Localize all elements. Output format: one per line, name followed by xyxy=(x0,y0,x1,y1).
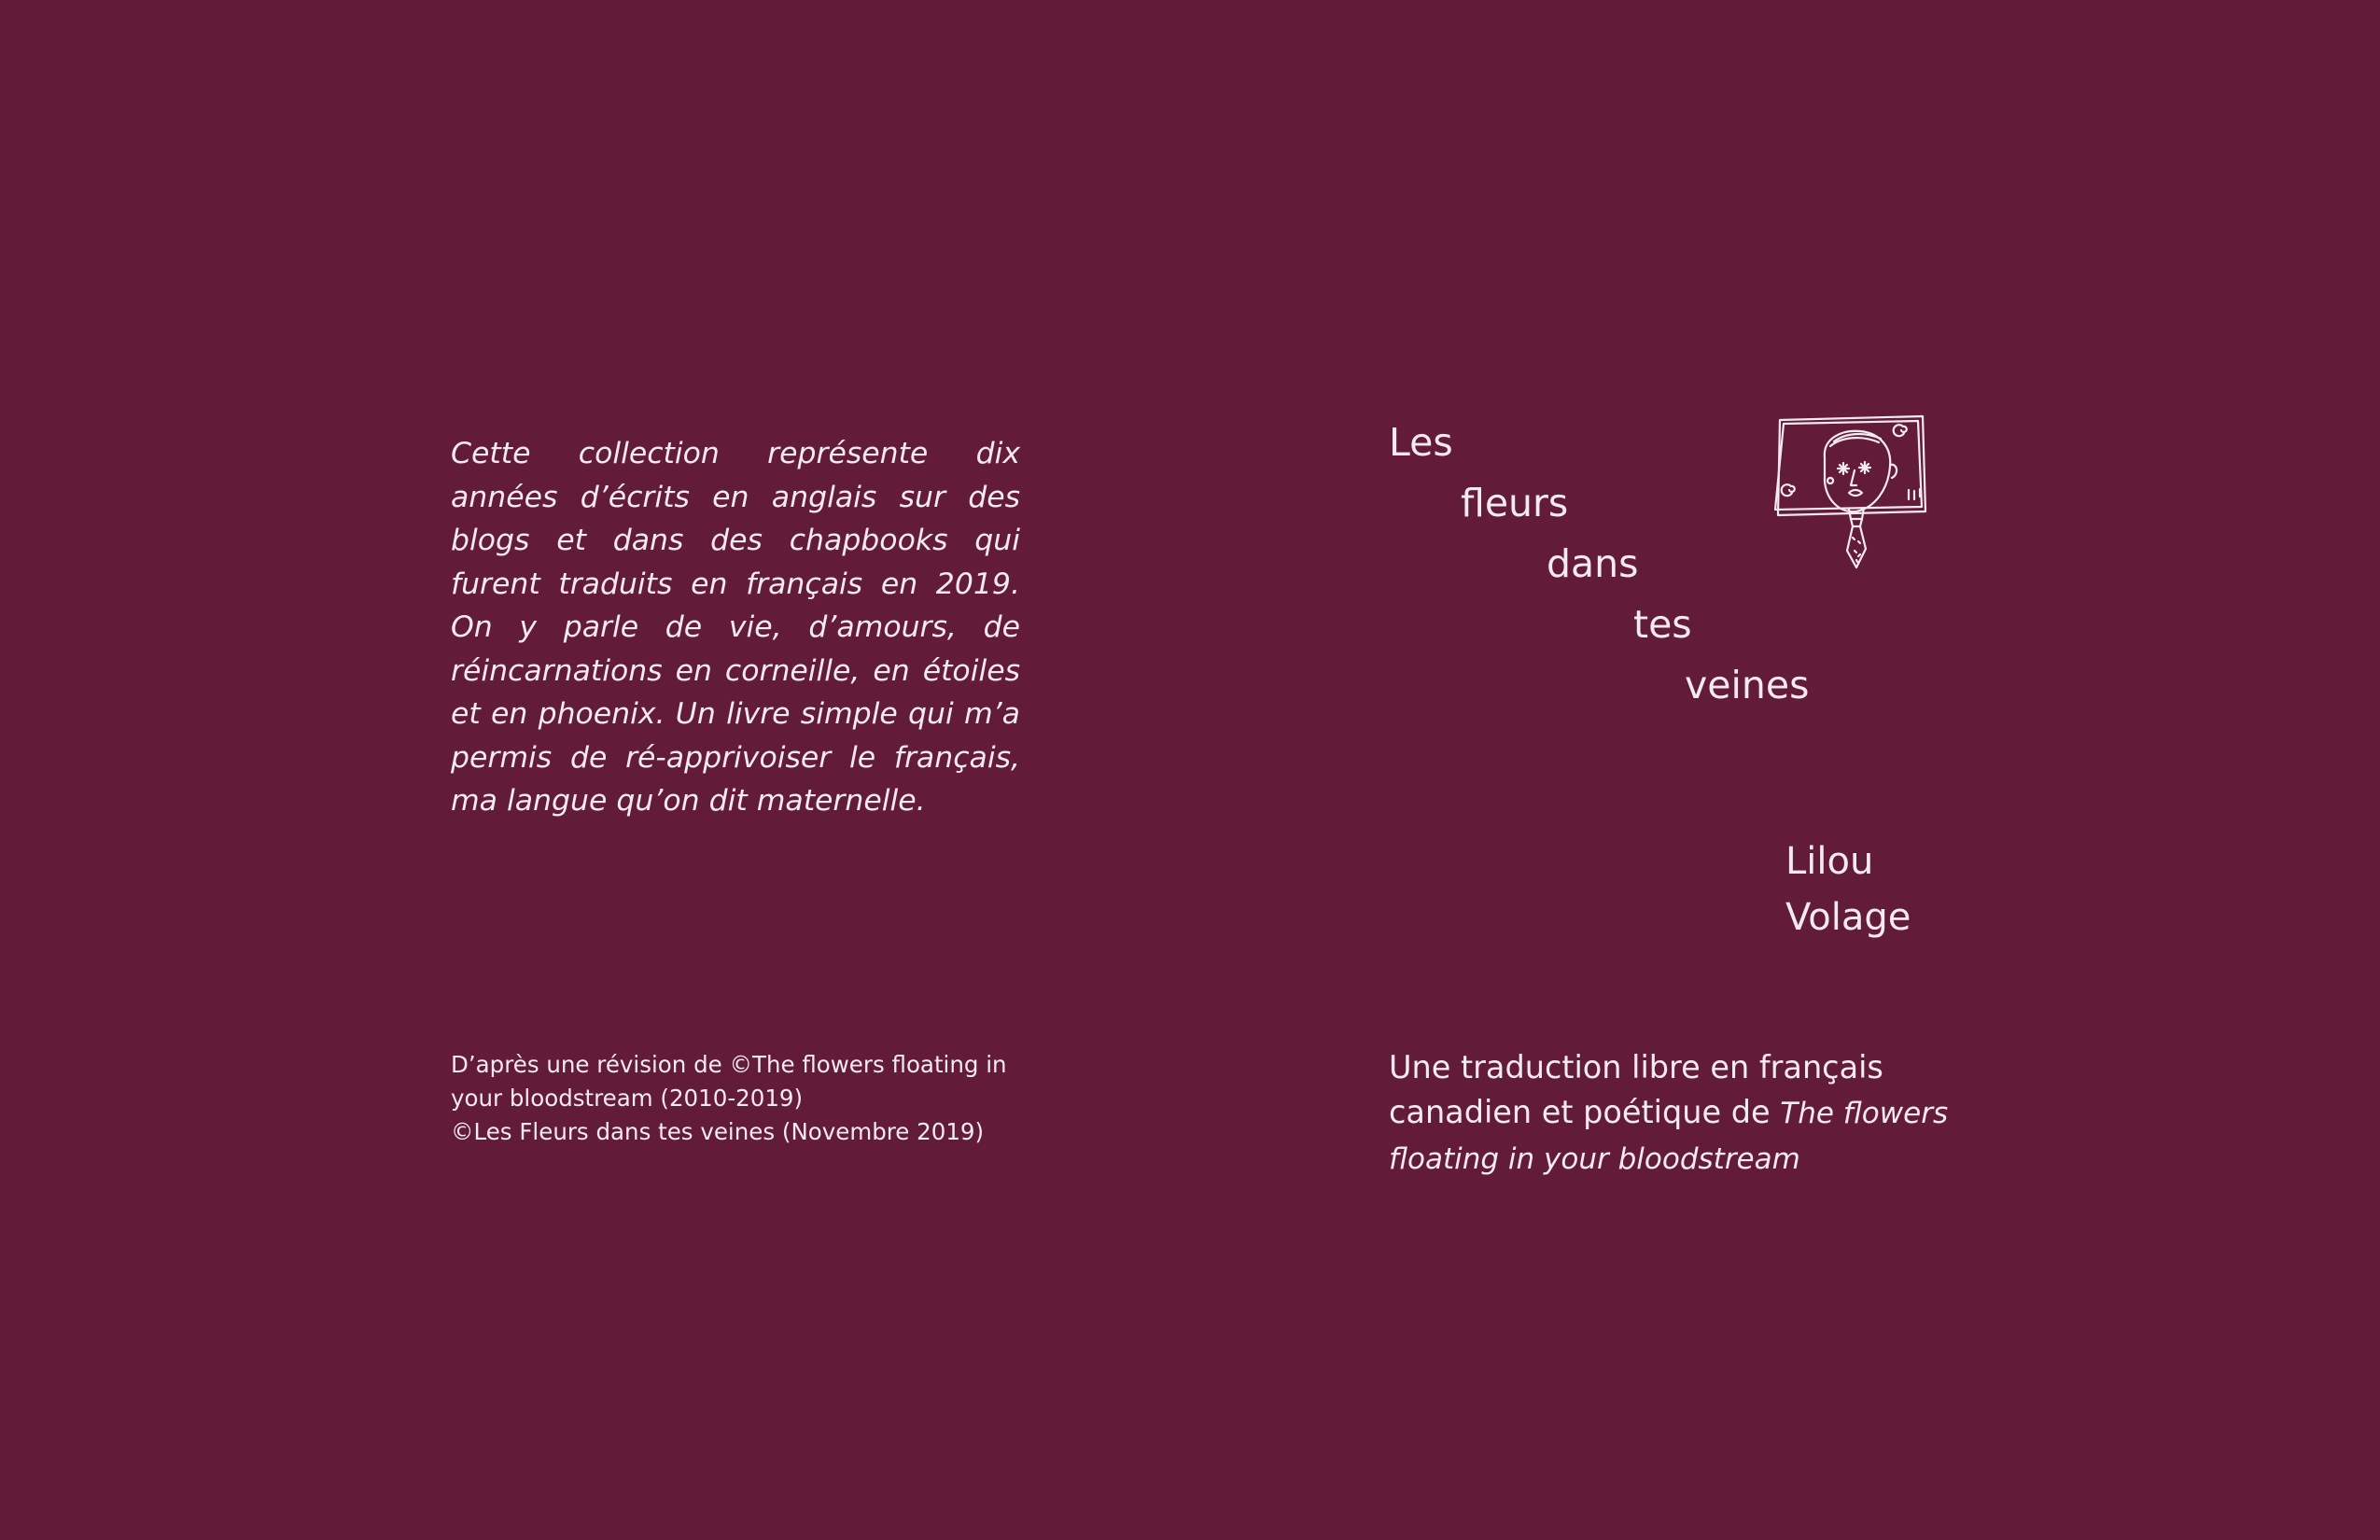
author-last-name: Volage xyxy=(1785,896,1911,939)
title-word: veines xyxy=(1685,663,1810,707)
subtitle-italic-title: floating in your bloodstream xyxy=(1389,1142,1800,1176)
copyright-line: ©Les Fleurs dans tes veines (Novembre 2019) xyxy=(451,1118,985,1145)
title-word: dans xyxy=(1547,541,1639,586)
subtitle xyxy=(1389,1045,1949,1182)
author-first-name: Lilou xyxy=(1785,840,1874,883)
back-cover-blurb: Cette collection représente dix années d’écrits en anglais sur des blogs et dans des chapbooks qui furent traduits en français en 2019. On y parle de vie, d’amours, de réincarnations en corneille, en étoiles et en phoenix. Un livre simple qui m’a permis de ré-apprivoiser le français, ma langue qu’on dit maternelle. xyxy=(451,437,1020,818)
title-word: Les xyxy=(1389,420,1453,465)
title-word: tes xyxy=(1633,602,1692,647)
copyright-line: D’après une révision de ©The flowers floating in xyxy=(451,1051,1007,1078)
copyright-line: your bloodstream (2010-2019) xyxy=(451,1085,804,1112)
title-word: fleurs xyxy=(1461,481,1569,525)
subtitle-line: Une traduction libre en français xyxy=(1389,1049,1883,1085)
subtitle-line: canadien et poétique de xyxy=(1389,1094,1781,1130)
copyright-notice xyxy=(451,1048,1048,1149)
author-name xyxy=(1785,833,1911,945)
face-sketch-icon xyxy=(1769,411,1937,583)
front-cover xyxy=(1190,0,2380,1540)
subtitle-italic-title: The flowers xyxy=(1780,1097,1949,1130)
